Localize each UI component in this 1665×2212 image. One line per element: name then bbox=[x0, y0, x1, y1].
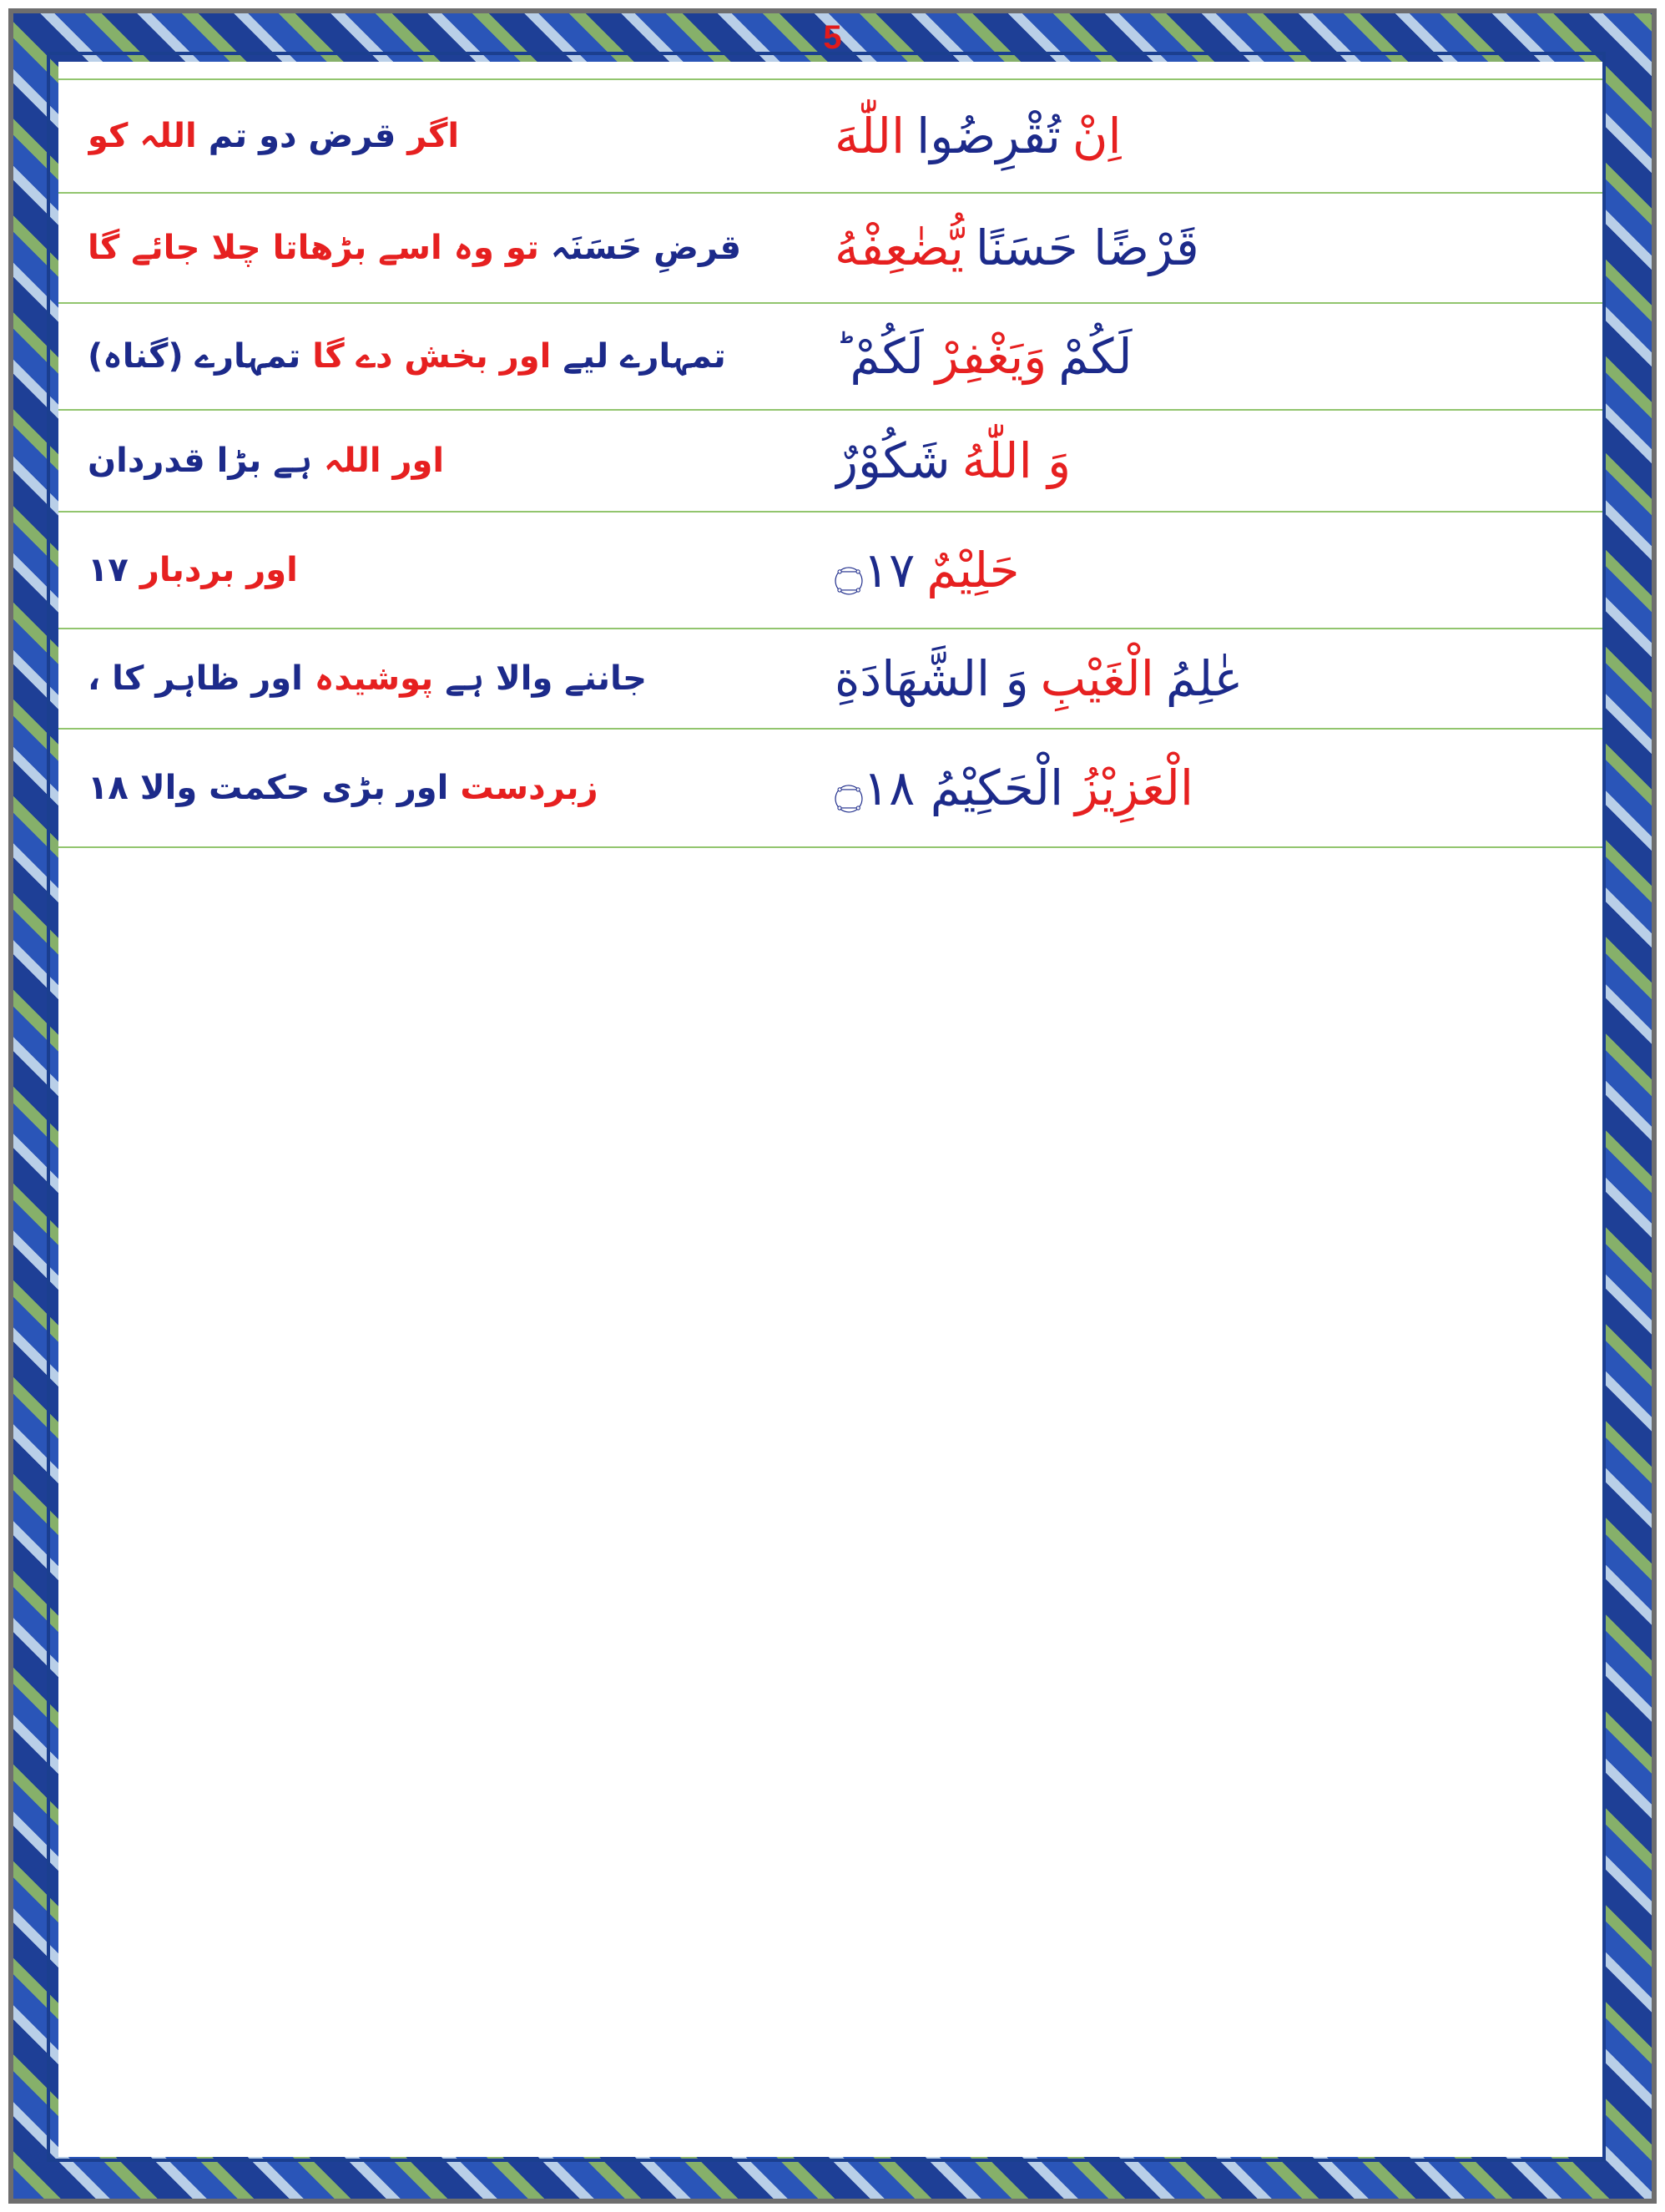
arabic-segment: قَرْضًا حَسَنًا bbox=[975, 220, 1199, 276]
urdu-segment: تمہارے لیے bbox=[563, 337, 726, 376]
arabic-segment: لَكُمْ bbox=[1058, 328, 1133, 385]
arabic-segment: اللّٰهَ bbox=[835, 108, 906, 164]
arabic-text bbox=[835, 629, 1552, 728]
arabic-text bbox=[835, 513, 1552, 628]
arabic-text bbox=[835, 194, 1552, 302]
urdu-segment: اور ظاہر کا ، bbox=[88, 659, 303, 698]
urdu-translation bbox=[88, 304, 772, 409]
arabic-segment: الْحَكِيْمُ ۝۱۸ bbox=[835, 760, 1064, 816]
arabic-segment: لَكُمْ ؕ bbox=[835, 328, 924, 385]
urdu-segment: اللہ کو bbox=[88, 117, 197, 155]
urdu-segment: اور بڑی حکمت والا bbox=[139, 769, 449, 807]
urdu-translation bbox=[88, 411, 772, 511]
urdu-translation bbox=[88, 629, 772, 728]
urdu-translation bbox=[88, 730, 772, 846]
verse-row bbox=[58, 411, 1602, 513]
verse-row bbox=[58, 80, 1602, 194]
arabic-segment: اِنْ bbox=[1072, 108, 1122, 164]
urdu-segment: اگر bbox=[407, 117, 460, 155]
arabic-segment: تُقْرِضُوا bbox=[916, 108, 1061, 164]
arabic-segment: ۝۱۷ bbox=[835, 542, 916, 598]
arabic-text bbox=[835, 304, 1552, 409]
urdu-segment: ۱۷ bbox=[88, 551, 129, 589]
arabic-segment: الْعَزِيْزُ bbox=[1075, 760, 1194, 816]
urdu-segment: ہے بڑا قدردان bbox=[88, 442, 313, 480]
verse-row bbox=[58, 304, 1602, 411]
verse-row bbox=[58, 629, 1602, 730]
urdu-segment: اور بردبار bbox=[139, 551, 298, 589]
urdu-segment: تمہارے (گناہ) bbox=[88, 337, 301, 376]
urdu-segment: اور اللہ bbox=[324, 442, 445, 480]
urdu-translation bbox=[88, 513, 772, 628]
arabic-segment: الْغَيْبِ bbox=[1040, 650, 1154, 707]
urdu-segment: اور بخش دے گا bbox=[312, 337, 552, 376]
urdu-segment: جاننے والا ہے bbox=[445, 659, 647, 698]
verse-row bbox=[58, 730, 1602, 848]
arabic-text bbox=[835, 730, 1552, 846]
urdu-segment: ۱۸ bbox=[88, 769, 129, 807]
page-number: 5 bbox=[823, 19, 842, 56]
arabic-segment: يُّضٰعِفْهُ bbox=[835, 220, 964, 276]
urdu-translation bbox=[88, 80, 772, 192]
arabic-segment: حَلِيْمٌ bbox=[926, 542, 1020, 598]
urdu-segment: قرض دو تم bbox=[208, 117, 396, 155]
arabic-segment: وَ الشَّهَادَةِ bbox=[835, 650, 1029, 707]
urdu-segment: پوشیدہ bbox=[314, 659, 434, 698]
urdu-segment: زبردست bbox=[460, 769, 598, 807]
arabic-segment: شَكُوْرٌ bbox=[835, 432, 951, 489]
translation-table bbox=[58, 78, 1602, 848]
arabic-segment: وَ اللّٰهُ bbox=[961, 432, 1072, 489]
urdu-segment: تو وہ اسے بڑھاتا چلا جائے گا bbox=[88, 229, 539, 267]
urdu-segment: قرضِ حَسَنَہ bbox=[550, 229, 742, 267]
arabic-text bbox=[835, 411, 1552, 511]
arabic-segment: عٰلِمُ bbox=[1165, 650, 1244, 707]
verse-row bbox=[58, 513, 1602, 629]
urdu-translation bbox=[88, 194, 772, 302]
verse-row bbox=[58, 194, 1602, 304]
arabic-segment: وَيَغْفِرْ bbox=[935, 328, 1047, 385]
arabic-text bbox=[835, 80, 1552, 192]
